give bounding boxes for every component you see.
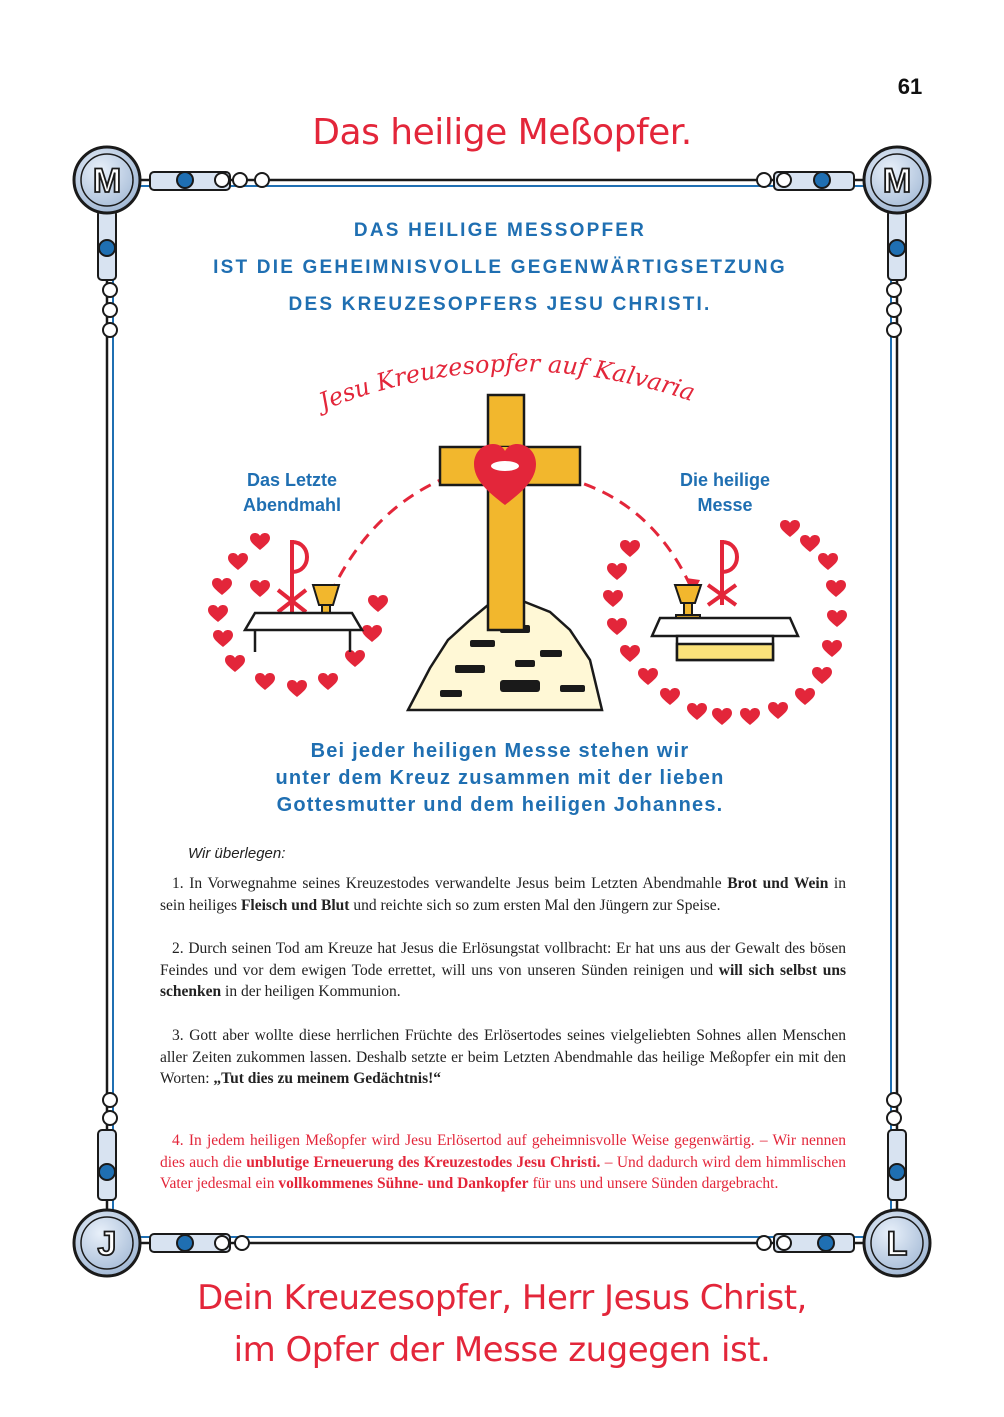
corner-letter-top-left: M bbox=[92, 162, 122, 200]
sacred-heart-icon bbox=[474, 444, 536, 505]
arc-title: Jesu Kreuzesopfer auf Kalvaria bbox=[314, 349, 699, 416]
paragraph-2: 2. Durch seinen Tod am Kreuze hat Jesus die Erlösungstat vollbracht: Er hat uns aus der Gewalt des bösen Feindes und vor dem ewigen Tode errettet, will uns von unseren Sünden reinigen und will sich selbst uns schenken in der heiligen Kommunion. bbox=[160, 940, 846, 1000]
heading-line-3: DES KREUZESOPFERS JESU CHRISTI. bbox=[288, 294, 712, 315]
cross-icon bbox=[440, 395, 580, 630]
bottom-verse-line-1: Dein Kreuzesopfer, Herr Jesus Christ, bbox=[197, 1278, 807, 1318]
corner-letter-bottom-left: J bbox=[97, 1225, 117, 1263]
heading-line-1: DAS HEILIGE MESSOPFER bbox=[353, 220, 647, 241]
chalice-right-icon bbox=[675, 585, 701, 620]
label-last-supper: Das Letzte Abendmahl bbox=[242, 470, 341, 515]
chi-rho-right-icon bbox=[708, 540, 737, 605]
corner-letter-top-right: M bbox=[882, 162, 912, 200]
paragraph-4: 4. In jedem heiligen Meßopfer wird Jesu Erlösertod auf geheimnisvolle Weise gegenwärtig. – Wir nennen dies auch die unblutige Erneuerung des Kreuzestodes Jesu Christi. – Und dadurch wird dem himmlischen Vater jedesmal ein vollkommenes Sühne- und Dankopfer für uns und unsere Sünden dargebracht. bbox=[160, 1132, 846, 1192]
host-icon bbox=[491, 461, 519, 471]
paragraph-1: 1. In Vorwegnahme seines Kreuzestodes verwandelte Jesus beim Letzten Abendmahle Brot und Wein in sein heiliges Fleisch und Blut und reichte sich so zum ersten Mal den Jüngern zur Speise. bbox=[160, 875, 846, 914]
bottom-verse-line-2: im Opfer der Messe zugegen ist. bbox=[233, 1330, 771, 1370]
label-holy-mass: Die heilige Messe bbox=[679, 470, 771, 515]
reflection-intro: Wir überlegen: bbox=[188, 845, 286, 862]
paragraph-3: 3. Gott aber wollte diese herrlichen Früchte des Erlösertodes seines vielgeliebten Sohnes allen Menschen aller Zeiten zukommen lassen. Deshalb setzte er beim Letzten Abendmahle das heilige Meßopfer ein mit den Worten: „Tut dies zu meinem Gedächtnis!“ bbox=[160, 1027, 846, 1087]
corner-letter-bottom-right: L bbox=[886, 1225, 908, 1263]
page-title: Das heilige Meßopfer. bbox=[312, 112, 692, 153]
chi-rho-left-icon bbox=[278, 540, 307, 612]
page-number: 61 bbox=[897, 74, 923, 99]
illustration-caption: Bei jeder heiligen Messe stehen wir unter dem Kreuz zusammen mit der lieben Gottesmutter und dem heiligen Johannes. bbox=[275, 740, 725, 816]
heading-line-2: IST DIE GEHEIMNISVOLLE GEGENWÄRTIGSETZUNG bbox=[213, 257, 787, 278]
table-left-icon bbox=[245, 613, 362, 652]
altar-right-icon bbox=[652, 618, 798, 660]
